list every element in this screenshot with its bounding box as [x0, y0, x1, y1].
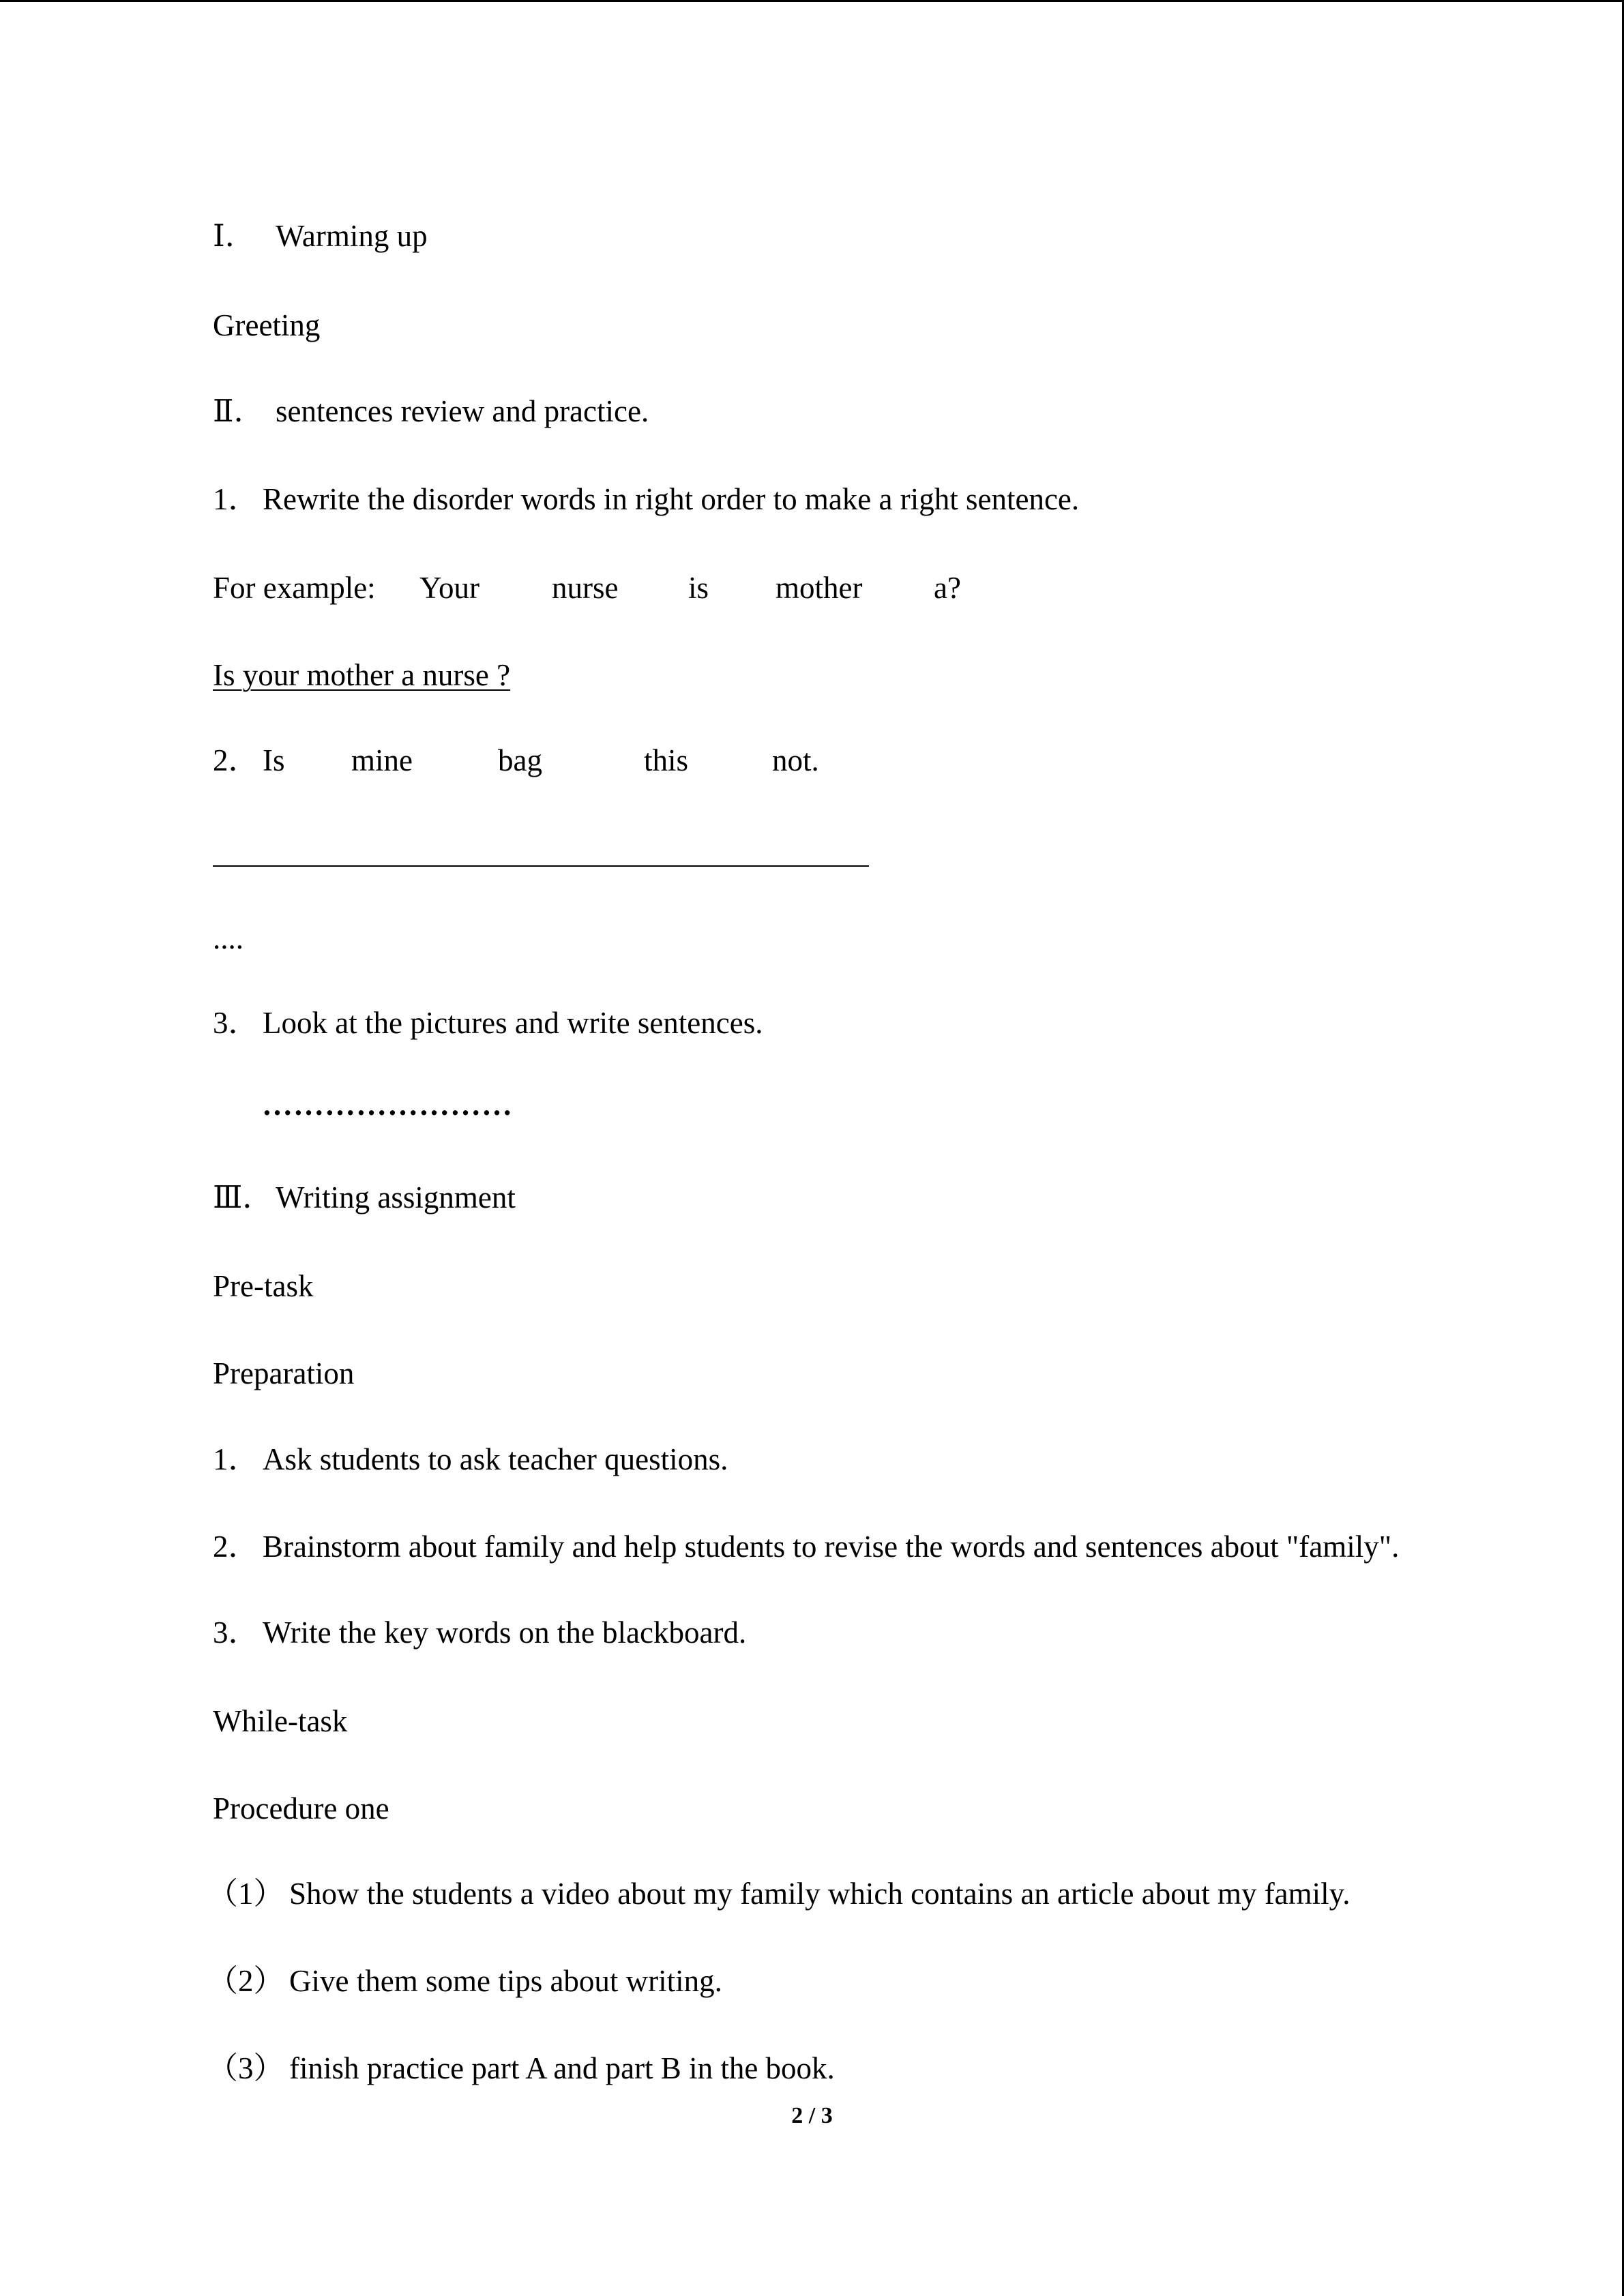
- item-number: 3．: [213, 1006, 259, 1040]
- example-label: For example:: [213, 571, 376, 605]
- page-border-top: [0, 0, 1624, 2]
- item-number: 1．: [213, 482, 259, 516]
- prep-item-2: [213, 1527, 1399, 1566]
- item-text: finish practice part A and part B in the book.: [289, 2051, 835, 2085]
- item-number: 2．: [213, 1530, 259, 1564]
- greeting-text: Greeting: [213, 308, 321, 342]
- heading-review: [213, 392, 649, 430]
- heading-numeral: Ⅰ．: [213, 219, 256, 253]
- scrambled-word: mine: [351, 743, 413, 777]
- example-word: mother: [776, 571, 863, 605]
- page-number: 2 / 3: [791, 2103, 833, 2128]
- heading-title: Warming up: [276, 219, 428, 253]
- item-text: Ask students to ask teacher questions.: [263, 1442, 728, 1476]
- item-2-row: [213, 741, 1509, 779]
- heading-title: Writing assignment: [276, 1180, 516, 1214]
- example-answer: Is your mother a nurse ?: [213, 658, 511, 692]
- procedure-item-1: [207, 1875, 1350, 1913]
- item-number: （2）: [207, 1964, 284, 1998]
- pre-task-label: Pre-task: [213, 1269, 314, 1303]
- procedure-item-2: [207, 1962, 722, 2000]
- scrambled-word: bag: [498, 743, 542, 777]
- heading-numeral: Ⅲ．: [213, 1180, 274, 1214]
- example-row: [213, 569, 1509, 607]
- item-text: Write the key words on the blackboard.: [263, 1615, 747, 1650]
- heading-title: sentences review and practice.: [276, 394, 649, 428]
- item-number: 3．: [213, 1615, 259, 1650]
- heading-writing: [213, 1178, 516, 1217]
- item-text: Show the students a video about my family which contains an article about my family.: [289, 1877, 1350, 1911]
- item-number: （3）: [207, 2051, 284, 2085]
- example-word: a?: [934, 571, 961, 605]
- preparation-label: Preparation: [213, 1356, 355, 1390]
- item-number: 1．: [213, 1442, 259, 1476]
- item-number: （1）: [207, 1877, 284, 1911]
- item-text: Brainstorm about family and help students to revise the words and sentences about "family".: [263, 1530, 1400, 1564]
- dotted-placeholder: ……………………: [262, 1088, 513, 1122]
- example-word: Your: [419, 571, 479, 605]
- item-1: [213, 480, 1079, 518]
- scrambled-word: not.: [772, 743, 819, 777]
- item-text: Look at the pictures and write sentences.: [263, 1006, 763, 1040]
- heading-warming-up: [213, 217, 428, 255]
- example-word: is: [688, 571, 709, 605]
- example-word: nurse: [552, 571, 619, 605]
- procedure-item-3: [207, 2049, 835, 2087]
- ellipsis-text: ....: [213, 921, 243, 955]
- prep-item-3: [213, 1613, 746, 1652]
- item-text: Give them some tips about writing.: [289, 1964, 722, 1998]
- answer-blank-line: [213, 865, 869, 867]
- item-3: [213, 1004, 763, 1042]
- item-number: 2．: [213, 743, 259, 777]
- heading-numeral: Ⅱ．: [213, 394, 265, 428]
- scrambled-word: Is: [263, 743, 285, 777]
- while-task-label: While-task: [213, 1704, 348, 1738]
- procedure-one-label: Procedure one: [213, 1791, 389, 1825]
- scrambled-word: this: [644, 743, 689, 777]
- item-text: Rewrite the disorder words in right order to make a right sentence.: [263, 482, 1080, 516]
- prep-item-1: [213, 1440, 728, 1478]
